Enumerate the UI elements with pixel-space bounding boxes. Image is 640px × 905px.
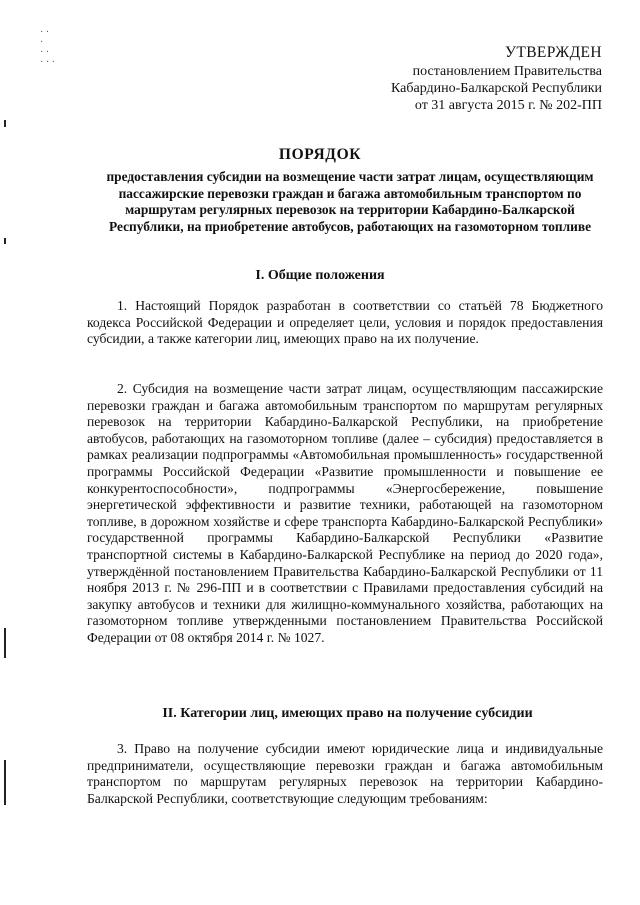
document-subtitle: предоставления субсидии на возмещение части затрат лицам, осуществляющим пассажирские перевозки граждан и багажа автомобильным транспортом по маршрутам регулярных перевозок на территории Кабардино-Балкарской Республики, на приобретение автобусов, работающих на газомоторном топливе: [106, 169, 594, 234]
approval-line: от 31 августа 2015 г. № 202-ПП: [414, 98, 602, 113]
approval-stamp: [391, 44, 602, 114]
scan-margin-mark: [4, 628, 6, 658]
section-heading: I. Общие положения: [255, 268, 385, 283]
section-heading: II. Категории лиц, имеющих право на получение субсидии: [162, 706, 533, 721]
approval-heading: УТВЕРЖДЕН: [504, 44, 602, 61]
scan-margin-mark: [4, 760, 6, 805]
paragraph: 2. Субсидия на возмещение части затрат лицам, осуществляющим пассажирские перевозки граждан и багажа автомобильным транспортом по маршрутам регулярных перевозок на территории Кабардино-Балкарской Республики, на приобретение автобусов, работающих на газомоторном топливе (далее – субсидия) предоставляется в рамках реализации подпрограммы «Автомобильная промышленность» государственной программы Российской Федерации «Развитие промышленности и повышение ее конкурентоспособности», подпрограммы «Энергосбережение, повышение энергетической эффективности и развитие техники, работающей на газомоторном топливе, в дорожном хозяйстве и сфере транспорта Кабардино-Балкарской Республики» государственной программы Кабардино-Балкарской Республики «Развитие транспортной системы в Кабардино-Балкарской Республике на период до 2020 года», утверждённой постановлением Правительства Кабардино-Балкарской Республики от 11 ноября 2013 г. № 296-ПП и в соответствии с Правилами предоставления субсидий на закупку автобусов и техники для жилищно-коммунального хозяйства, работающих на газомоторном топливе утвержденными постановлением Правительства Российской Федерации от 08 октября 2014 г. № 1027.: [87, 381, 603, 645]
approval-line: Кабардино-Балкарской Республики: [391, 81, 602, 96]
paragraph: 1. Настоящий Порядок разработан в соответствии со статьёй 78 Бюджетного кодекса Российской Федерации и определяет цели, условия и порядок предоставления субсидии, а также категории лиц, имеющих право на их получение.: [87, 298, 603, 347]
paragraph: 3. Право на получение субсидии имеют юридические лица и индивидуальные предприниматели, осуществляющие перевозки граждан и багажа автомобильным транспортом по маршрутам регулярных перевозок на территории Кабардино-Балкарской Республики, соответствующие следующим требованиям:: [87, 741, 603, 806]
scan-artifact: · · · · · · · ·: [40, 27, 55, 68]
scan-margin-mark: [4, 238, 6, 244]
document-title: ПОРЯДОК: [278, 146, 362, 163]
scan-margin-mark: [4, 120, 6, 127]
approval-line: постановлением Правительства: [412, 64, 602, 79]
